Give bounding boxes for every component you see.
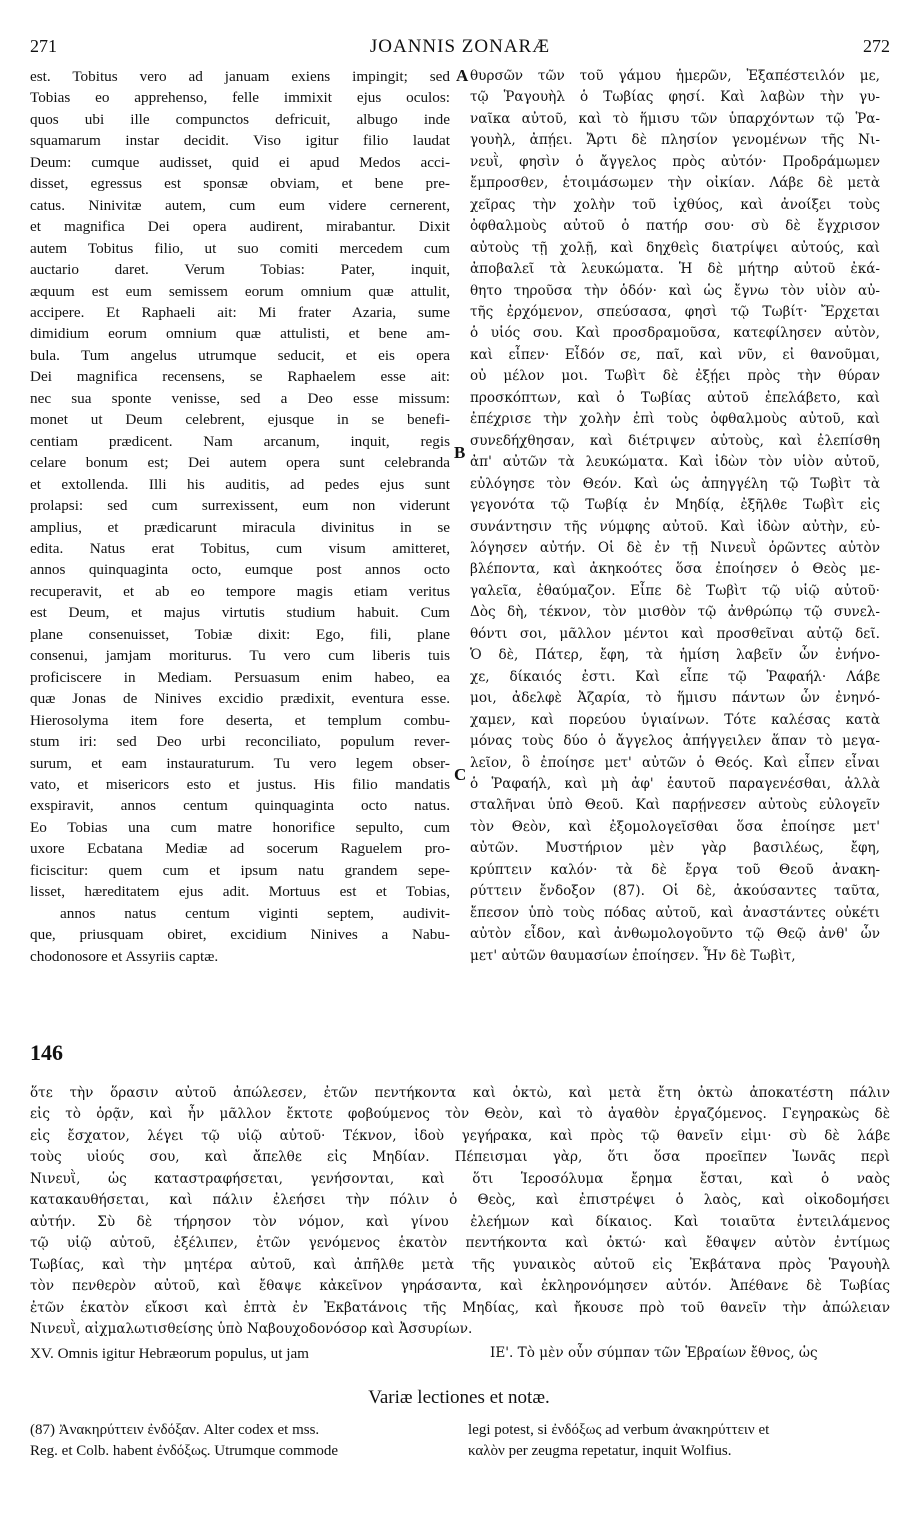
greek-wide-line: εἰς ἔσχατον, λέγει τῷ υἱῷ αὐτοῦ· Τέκνον, ἰδοὺ γεγήρακα, καὶ πρὸς τῷ θανεῖν εἰμι· σὺ δὲ λάβε: [30, 1127, 890, 1144]
greek-wide-line: Τωβίας, καὶ τὴν μητέρα αὐτοῦ, καὶ ἀπῆλθε μετὰ τῆς γυναικὸς αὐτοῦ εἰς Ἐκβάτανα πρὸς Ῥαγουὴλ: [30, 1256, 890, 1273]
greek-line: λεῖον, ὃ ἐποίησε μετ' αὐτῶν ὁ Θεός. Καὶ εἶπεν εἶναι: [470, 754, 880, 771]
greek-line: θυρσῶν τῶν τοῦ γάμου ἡμερῶν, Ἐξαπέστειλόν με,: [470, 68, 880, 84]
greek-line: τῷ Ῥαγουὴλ ὁ Τωβίας φησί. Καὶ λαβὼν τὴν γυ-: [470, 89, 880, 106]
section-xv-latin: XV. Omnis igitur Hebræorum populus, ut jam: [30, 1345, 309, 1362]
page-number-left: 271: [30, 36, 57, 56]
greek-line: καὶ εἶπεν· Εἶδόν σε, παῖ, καὶ νῦν, εἰ θανοῦμαι,: [470, 346, 880, 363]
latin-line: monet ut Deum celebrent, ejusque in se benefi-: [30, 411, 450, 429]
greek-line: ρύττειν ἔνδοξον (87). Οἱ δὲ, ἀκούσαντες ταῦτα,: [470, 883, 880, 900]
greek-line: ὁ Ῥαφαήλ, καὶ μὴ ἀφ' ἑαυτοῦ παραγενέσθαι, ἀλλὰ: [470, 775, 880, 792]
greek-wide-line: κατακαυθήσεται, καὶ πάλιν ἐλεήσει τὴν πόλιν ὁ Θεὸς, καὶ ἐπιστρέψει ὁ λαὸς, καὶ οἰκοδομήσει: [30, 1192, 890, 1209]
greek-column: [470, 66, 880, 967]
notes-heading: Variæ lectiones et notæ.: [368, 1387, 550, 1408]
greek-line: ὁ υἱός σου. Καὶ προσδραμοῦσα, κατεφίλησεν αὐτὸν,: [470, 325, 880, 342]
greek-line: μοι, ἀδελφὲ Ἀζαρία, τὸ ἥμισυ πάντων ὧν ἐνηνό-: [470, 690, 880, 707]
greek-wide-line: τοὺς υἱούς σου, καὶ ἄπελθε εἰς Μηδίαν. Πέπεισμαι γὰρ, ὅτι ὅσα προεῖπεν Ἰωνᾶς περὶ: [30, 1149, 890, 1166]
running-title: JOANNIS ZONARÆ: [369, 36, 551, 57]
latin-line: æquum est eum semissem eorum omnium quæ attulit,: [30, 282, 450, 300]
latin-column: [30, 66, 450, 967]
greek-line: προσκόπτων, καὶ ὁ Τωβίας αὐτοῦ ἐπελάβετο, καὶ: [470, 389, 880, 406]
latin-line: est Deum, et majus virtutis studium habuit. Cum: [30, 604, 450, 622]
note-87-left: [30, 1420, 450, 1462]
running-header: [30, 36, 890, 64]
greek-line: γουὴλ, ἀπῄει. Ἄρτι δὲ πλησίον γενομένων τῆς Νι-: [470, 132, 880, 149]
greek-line: χε, δίκαιός ἐστι. Καὶ εἶπε τῷ Ῥαφαήλ· Λάβε: [470, 668, 880, 685]
latin-line: ficiscitur: quem cum et ipsum natu grandem sepe-: [30, 861, 450, 879]
latin-line: centiam prædicent. Nam arcanum, inquit, regis: [30, 432, 450, 450]
greek-line: συνάντησιν τῆς νύμφης αὐτοῦ. Καὶ ἰδὼν αὐτὴν, εὐ-: [470, 518, 880, 535]
latin-line: dimidium eorum omnium quæ attulisti, et bene am-: [30, 325, 450, 343]
greek-line: ἔπεσον ὑπὸ τοὺς πόδας αὐτοῦ, καὶ ἀναστάντες οὐκέτι: [470, 904, 880, 921]
latin-line: celare bonum est; Dei autem opera sunt celebranda: [30, 454, 450, 472]
latin-line: est. Tobitus vero ad januam exiens impingit; sed: [30, 68, 450, 85]
greek-line: οὐ μέλον μοι. Τωβὶτ δὲ ἐξῄει πρὸς τὴν θύραν: [470, 368, 880, 385]
latin-line: chodonosore et Assyriis captæ.: [30, 947, 219, 965]
latin-line: annos quinquaginta octo, eumque post annos octo: [30, 561, 450, 579]
margin-marker-c: C: [454, 765, 467, 784]
note-left-line: Reg. et Colb. habent ἐνδόξως. Utrumque commode: [30, 1443, 339, 1459]
greek-line: ναῖκα αὐτοῦ, καὶ τὸ ἥμισυ τῶν ὑπαρχόντων τῷ Ῥα-: [470, 110, 880, 127]
latin-line: auctario daret. Verum Tobias: Pater, inquit,: [30, 261, 450, 279]
greek-line: σταλῆναι ὑπὸ Θεοῦ. Καὶ παρῄνεσεν αὐτοὺς εὐλογεῖν: [470, 797, 880, 814]
greek-line: αὐτῶν. Μυστήριον μὲν γὰρ βασιλέως, ἔφη,: [470, 840, 880, 857]
latin-line: edita. Natus erat Tobitus, cum visum amitteret,: [30, 539, 450, 557]
note-87-right: [468, 1420, 886, 1462]
note-right-line: καλὸν per zeugma repetatur, inquit Wolfius.: [468, 1443, 732, 1459]
greek-wide-line: εἰς τὸ ὁρᾷν, καὶ ἦν μᾶλλον ἔκτοτε φοβούμενος τὸν Θεὸν, καὶ τὸ ἀγαθὸν ἐργαζόμενος. Γεγηρακὼς δὲ: [30, 1106, 890, 1123]
note-right-line: legi potest, si ἐνδόξως ad verbum ἀνακηρύττειν et: [468, 1422, 770, 1438]
latin-line: nec sua sponte venisse, sed a Deo esse missum:: [30, 389, 450, 407]
latin-line: exspiravit, annos centum quinquaginta octo natus.: [30, 797, 450, 815]
greek-wide-line: ὅτε τὴν ὅρασιν αὐτοῦ ἀπώλεσεν, ἐτῶν πεντήκοντα καὶ ὀκτὼ, καὶ μετὰ ἔτη ὀκτὼ ἀποκατέστη πάλιν: [30, 1085, 890, 1101]
greek-wide-line: ἐτῶν ἑκατὸν εἴκοσι καὶ ἑπτὰ ἐν Ἐκβατάνοις τῆς Μηδίας, καὶ ἤκουσε πρὸ τοῦ θανεῖν τὴν ἀπώλειαν: [30, 1299, 890, 1316]
greek-line: ἐπέχρισε τὴν χολὴν ἐπὶ τοὺς ὀφθαλμοὺς αὐτοῦ, καὶ: [470, 411, 880, 428]
greek-wide-line: Νινευῒ, αἰχμαλωτισθείσης ὑπὸ Ναβουχοδονόσορ καὶ Ἀσσυρίων.: [30, 1320, 473, 1337]
margin-marker-b: B: [454, 443, 466, 462]
greek-wide-line: αὐτήν. Σὺ δὲ τήρησον τὸν νόμον, καὶ γίνου ἐλεήμων καὶ δίκαιος. Καὶ τοιαῦτα ἐντειλάμενος: [30, 1213, 890, 1230]
greek-line: ἔμπροσθεν, ἑτοιμάσωμεν τὴν οἰκίαν. Λάβε δὲ μετὰ: [470, 175, 880, 192]
latin-line: proficiscere in Mediam. Persuasum enim habeo, ea: [30, 668, 450, 686]
greek-line: τῆς ἐρχόμενον, σπεύσασα, φησὶ τῷ Τωβίτ· Ἔρχεται: [470, 303, 880, 320]
latin-line: que, priusquam obiret, excidium Ninives a Nabu-: [30, 926, 450, 944]
latin-line: lisset, hæreditatem ejus adit. Mortuus est et Tobias,: [30, 883, 450, 901]
greek-line: τὸν Θεὸν, καὶ ἐξομολογεῖσθαι ὅσα ἐποίησε μετ': [470, 818, 880, 835]
greek-line: αὐτὸν εἶδον, καὶ ἀνθωμολογοῦντο τῷ Θεῷ ἀνθ' ὧν: [470, 926, 880, 943]
greek-wide-line: τῷ υἱῷ αὐτοῦ, ἐξέλιπεν, ἐτῶν γενόμενος ἑκατὸν πεντήκοντα καὶ ὀκτώ· καὶ ἔθαψεν αὐτὸν ἐντίμως: [30, 1235, 890, 1252]
latin-line: catus. Ninivitæ autem, cum eum videre cernerent,: [30, 196, 450, 214]
greek-line: εὐλόγησε τὸν Θεόν. Καὶ ὡς ἀπηγγέλη τῷ Τωβὶτ τὰ: [470, 475, 880, 492]
greek-line: βλέποντα, καὶ ἀκηκοότες ὅσα ἐποίησεν ὁ Θεὸς με-: [470, 561, 880, 578]
latin-line: Dei magnifica recensens, se Raphaelem esse ait:: [30, 368, 450, 386]
latin-line: autem Tobitus filio, ut suo comiti mercedem cum: [30, 239, 450, 257]
greek-line: ἀποβαλεῖ τὰ λευκώματα. Ἡ δὲ μήτηρ αὐτοῦ ἐκά-: [470, 261, 880, 278]
latin-line: disset, egressus est sponsæ obviam, et bene pre-: [30, 175, 450, 193]
latin-line: et magnifica Dei opera audirent, mirabantur. Dixit: [30, 218, 450, 236]
latin-line: quos ubi ille compunctos defricuit, albugo inde: [30, 110, 450, 128]
latin-line: Deum: cumque audisset, quid ei apud Medos acci-: [30, 153, 450, 171]
greek-line: λόγησεν αὐτήν. Οἱ δὲ ἐν τῇ Νινευῒ ὁρῶντες αὐτὸν: [470, 539, 880, 556]
latin-line: Tobias eo apprehenso, felle immixit ejus oculos:: [30, 89, 450, 107]
latin-line: et extollenda. Illi his auditis, ad pedes ejus sunt: [30, 475, 450, 493]
latin-line: Hierosolyma item fore deserta, et templum combu-: [30, 711, 450, 729]
greek-line: χεῖρας τὴν χολὴν τοῦ ἰχθύος, καὶ ἀνοίξει τοὺς: [470, 196, 880, 213]
latin-line: Eo Tobias una cum matre honorifice sepulto, cum: [30, 818, 450, 836]
latin-line: annos natus centum viginti septem, audivit-: [60, 904, 450, 922]
greek-line: ἀπ' αὐτῶν τὰ λευκώματα. Καὶ ἰδὼν τὸν υἱὸν αὐτοῦ,: [470, 454, 880, 471]
latin-line: surum, et eam instauraturum. Tu vero legem obser-: [30, 754, 450, 772]
greek-line: Ὁ δὲ, Πάτερ, ἔφη, τὰ ἡμίση λαβεῖν ὧν ἐνήνο-: [470, 647, 880, 664]
greek-line: μετ' αὐτῶν θαυμασίων ἐποίησεν. Ἦν δὲ Τωβὶτ,: [470, 947, 796, 964]
latin-line: stum iri: sed Deo urbi reconciliato, populum rever-: [30, 733, 450, 751]
greek-line: μόνας τοὺς δύο ὁ ἄγγελος ἀπήγγειλεν ἅπαν τὸ μεγα-: [470, 733, 880, 750]
greek-line: κρύπτειν καλόν· τὰ δὲ ἔργα τοῦ Θεοῦ ἀνακη-: [470, 861, 880, 878]
page-number-right: 272: [863, 36, 890, 56]
section-xv-greek: ΙΕ'. Τὸ μὲν οὖν σύμπαν τῶν Ἑβραίων ἔθνος, ὡς: [490, 1345, 818, 1361]
greek-line: ὀφθαλμοὺς αὐτοῦ ὁ πατήρ σου· σὺ δὲ ἔγχρισον: [470, 218, 880, 235]
greek-line: γαλεῖα, ἐθαύμαζον. Εἶπε δὲ Τωβὶτ τῷ υἱῷ αὐτοῦ·: [470, 582, 880, 599]
greek-line: νευῒ, φησὶν ὁ ἄγγελος πρὸς αὐτόν· Προδράμωμεν: [470, 153, 880, 170]
latin-line: plane consenuisset, Tobiæ dixit: Ego, fili, plane: [30, 625, 450, 643]
greek-line: γεγονότα τῷ Τωβίᾳ ἐν Μηδίᾳ, ἐξῆλθε Τωβὶτ εἰς: [470, 497, 880, 514]
greek-line: θητο τηροῦσα τὴν ὁδόν· καὶ ὡς ἔγνω τὸν υἱὸν αὐ-: [470, 282, 880, 299]
latin-line: consenui, jamjam moriturus. Tu vero cum liberis tuis: [30, 647, 450, 665]
latin-line: bula. Tum angelus utrumque seducit, et eis opera: [30, 346, 450, 364]
greek-line: χαμεν, καὶ πορεύου ὑγιαίνων. Τότε καλέσας κατὰ: [470, 711, 880, 728]
greek-line: θόντι σοι, μᾶλλον μέντοι καὶ προσθεῖναι αὐτῷ δεῖ.: [470, 625, 880, 642]
greek-wide-line: τὸν πενθερὸν αὐτοῦ, καὶ ἔθαψε κἀκεῖνον γηράσαντα, καὶ ἐκληρονόμησεν αὐτόν. Ἀπέθανε δὲ Τωβίας: [30, 1278, 890, 1295]
latin-line: prolapsi: sed cum surrexissent, eum non viderunt: [30, 497, 450, 515]
latin-line: amplius, et prædicarunt miracula divinitus in se: [30, 518, 450, 536]
latin-line: quæ Jonas de Ninives excidio prædixit, eventura esse.: [30, 690, 450, 708]
note-left-line: (87) Ἀνακηρύττειν ἐνδόξαν. Alter codex et mss.: [30, 1422, 320, 1438]
greek-line: Δὸς δὴ, τέκνον, τὸν μισθὸν τῷ ἀνθρώπῳ τῷ συνελ-: [470, 604, 880, 621]
latin-line: uxore Ecbatana Mediæ ad socerum Raguelem pro-: [30, 840, 450, 858]
greek-full-width-text: [30, 1083, 890, 1340]
section-number: 146: [30, 1040, 63, 1065]
latin-line: vato, et misericors esto et justus. His filio mandatis: [30, 775, 450, 793]
latin-line: squamarum instar decidit. Viso igitur filio laudat: [30, 132, 450, 150]
greek-line: αὐτοὺς τῇ χολῇ, καὶ δηχθεὶς διατρίψει αὐτούς, καὶ: [470, 239, 880, 256]
latin-line: accipere. Et Raphaeli ait: Mi frater Azaria, sume: [30, 303, 450, 321]
greek-wide-line: Νινευῒ, ὡς καταστραφήσεται, γενήσονται, καὶ ὅτι Ἱεροσόλυμα ἔρημα ἔσται, καὶ ὁ ναὸς: [30, 1170, 890, 1187]
latin-line: recuperavit, et ab eo tempore magis etiam veritus: [30, 582, 450, 600]
greek-line: συνεδήχθησαν, καὶ διέτριψεν αὐτοὺς, καὶ ἐλεπίσθη: [470, 432, 880, 449]
margin-marker-a: A: [456, 66, 469, 85]
